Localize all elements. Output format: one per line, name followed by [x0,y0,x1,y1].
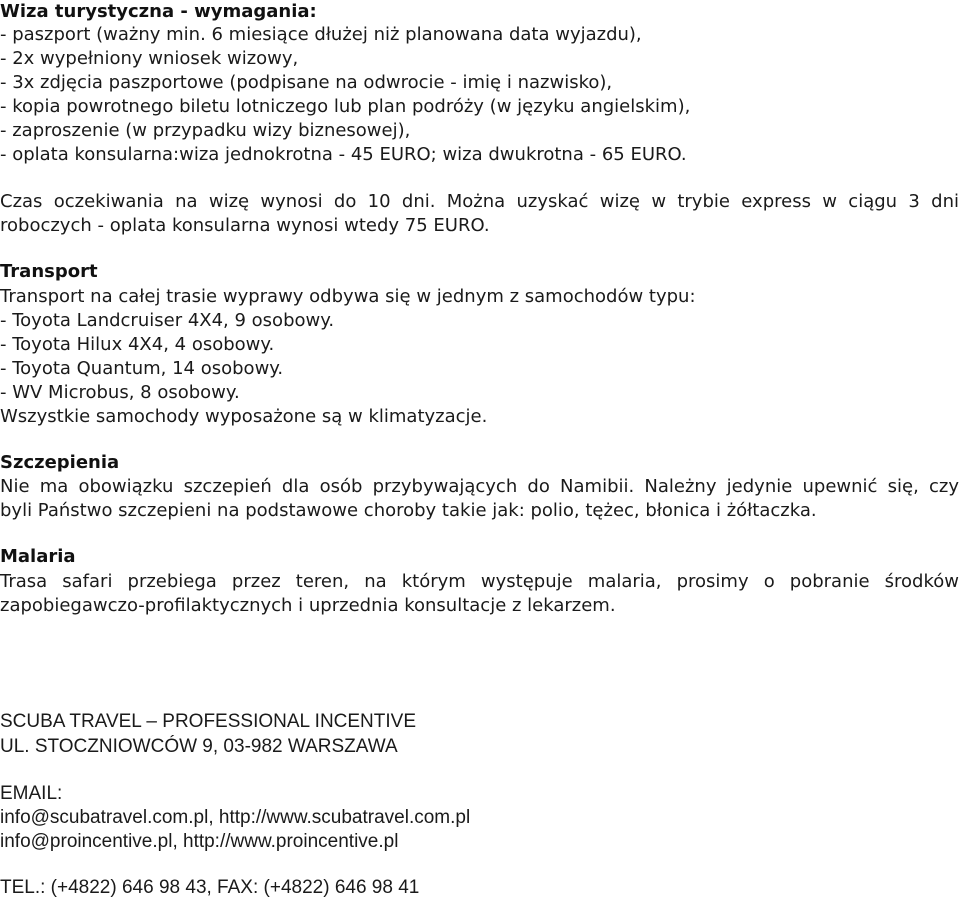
transport-intro: Transport na całej trasie wyprawy odbywa się w jednym z samochodów typu: [0,286,696,307]
vaccination-heading: Szczepienia [0,452,120,473]
visa-wait-line-1: Czas oczekiwania na wizę wynosi do 10 dni. Można uzyskać wizę w trybie express w ciągu 3 dni [0,191,959,212]
email-label: EMAIL: [0,783,63,804]
visa-requirement-3: - 3x zdjęcia paszportowe (podpisane na odwrocie - imię i nazwisko), [0,72,613,93]
transport-vehicle-2: - Toyota Hilux 4X4, 4 osobowy. [0,334,275,355]
email-line-scubatravel: info@scubatravel.com.pl, http://www.scubatravel.com.pl [0,807,471,828]
visa-requirement-6: - oplata konsularna:wiza jednokrotna - 45 EURO; wiza dwukrotna - 65 EURO. [0,144,687,165]
phone-fax: TEL.: (+4822) 646 98 43, FAX: (+4822) 646 98 41 [0,877,420,898]
visa-wait-line-2: roboczych - oplata konsularna wynosi wtedy 75 EURO. [0,215,490,236]
transport-heading: Transport [0,261,98,282]
visa-requirement-5: - zaproszenie (w przypadku wizy biznesowej), [0,120,411,141]
email-line-proincentive: info@proincentive.pl, http://www.proincentive.pl [0,831,399,852]
transport-vehicle-4: - WV Microbus, 8 osobowy. [0,382,240,403]
transport-vehicle-3: - Toyota Quantum, 14 osobowy. [0,358,284,379]
transport-note: Wszystkie samochody wyposażone są w klimatyzacje. [0,406,488,427]
malaria-heading: Malaria [0,546,76,567]
company-address: UL. STOCZNIOWCÓW 9, 03-982 WARSZAWA [0,736,398,757]
transport-vehicle-1: - Toyota Landcruiser 4X4, 9 osobowy. [0,310,335,331]
malaria-line-2: zapobiegawczo-profilaktycznych i uprzednia konsultacje z lekarzem. [0,595,616,616]
vaccination-line-1: Nie ma obowiązku szczepień dla osób przybywających do Namibii. Należny jedynie upewnić się, czy [0,476,959,497]
visa-requirement-4: - kopia powrotnego biletu lotniczego lub plan podróży (w języku angielskim), [0,96,691,117]
visa-heading: Wiza turystyczna - wymagania: [0,1,317,22]
company-name: SCUBA TRAVEL – PROFESSIONAL INCENTIVE [0,711,417,732]
vaccination-line-2: byli Państwo szczepieni na podstawowe choroby takie jak: polio, tężec, błonica i żółtaczka. [0,500,817,521]
malaria-line-1: Trasa safari przebiega przez teren, na którym występuje malaria, prosimy o pobranie środków [0,571,959,592]
visa-requirement-1: - paszport (ważny min. 6 miesiące dłużej niż planowana data wyjazdu), [0,24,642,45]
visa-requirement-2: - 2x wypełniony wniosek wizowy, [0,48,299,69]
